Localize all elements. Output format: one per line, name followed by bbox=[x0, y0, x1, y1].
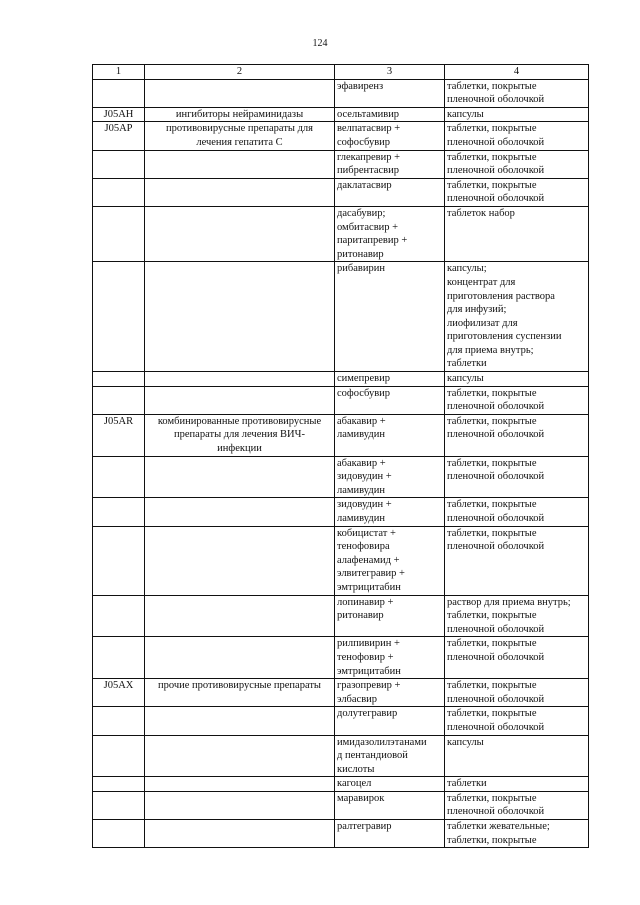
drug-name-cell: симепревир bbox=[335, 372, 445, 387]
column-header-1: 1 bbox=[93, 65, 145, 80]
page-number: 124 bbox=[312, 38, 328, 49]
drug-name-cell: дасабувир; омбитасвир + паритапревир + ритонавир bbox=[335, 206, 445, 261]
atc-code-cell bbox=[93, 150, 145, 178]
pharmacological-group-cell bbox=[145, 150, 335, 178]
pharmacological-group-cell bbox=[145, 526, 335, 595]
atc-code-cell bbox=[93, 791, 145, 819]
drug-name-cell: абакавир + ламивудин bbox=[335, 414, 445, 456]
atc-code-cell bbox=[93, 595, 145, 637]
pharmacological-group-cell bbox=[145, 206, 335, 261]
dosage-form-cell: раствор для приема внутрь; таблетки, покрытые пленочной оболочкой bbox=[445, 595, 589, 637]
drug-name-cell: эфавиренз bbox=[335, 79, 445, 107]
pharmacological-group-cell: прочие противовирусные препараты bbox=[145, 679, 335, 707]
atc-code-cell bbox=[93, 79, 145, 107]
table-row bbox=[93, 456, 589, 498]
dosage-form-cell: таблетки, покрытые пленочной оболочкой bbox=[445, 498, 589, 526]
pharmacological-group-cell: ингибиторы нейраминидазы bbox=[145, 107, 335, 122]
pharmacological-group-cell bbox=[145, 456, 335, 498]
pharmacological-group-cell bbox=[145, 820, 335, 848]
drug-name-cell: зидовудин + ламивудин bbox=[335, 498, 445, 526]
dosage-form-cell: таблетки, покрытые пленочной оболочкой bbox=[445, 679, 589, 707]
table-row bbox=[93, 707, 589, 735]
pharmacological-group-cell bbox=[145, 498, 335, 526]
drug-table bbox=[92, 64, 589, 848]
pharmacological-group-cell: противовирусные препараты для лечения гепатита С bbox=[145, 122, 335, 150]
drug-name-cell: маравирок bbox=[335, 791, 445, 819]
atc-code-cell: J05AR bbox=[93, 414, 145, 456]
drug-name-cell: рилпивирин + тенофовир + эмтрицитабин bbox=[335, 637, 445, 679]
atc-code-cell bbox=[93, 820, 145, 848]
dosage-form-cell: таблетки, покрытые пленочной оболочкой bbox=[445, 637, 589, 679]
atc-code-cell bbox=[93, 707, 145, 735]
table-row bbox=[93, 679, 589, 707]
table-row bbox=[93, 122, 589, 150]
table-row bbox=[93, 79, 589, 107]
dosage-form-cell: таблетки, покрытые пленочной оболочкой bbox=[445, 791, 589, 819]
drug-name-cell: софосбувир bbox=[335, 386, 445, 414]
atc-code-cell bbox=[93, 206, 145, 261]
dosage-form-cell: капсулы; концентрат для приготовления раствора для инфузий; лиофилизат для приготовления суспензии для приема внутрь; таблетки bbox=[445, 262, 589, 372]
atc-code-cell bbox=[93, 456, 145, 498]
drug-name-cell: ралтегравир bbox=[335, 820, 445, 848]
table-row bbox=[93, 178, 589, 206]
table-row bbox=[93, 637, 589, 679]
dosage-form-cell: капсулы bbox=[445, 372, 589, 387]
drug-name-cell: имидазолилэтанами д пентандиовой кислоты bbox=[335, 735, 445, 777]
pharmacological-group-cell bbox=[145, 386, 335, 414]
dosage-form-cell: таблетки bbox=[445, 777, 589, 792]
dosage-form-cell: таблетки, покрытые пленочной оболочкой bbox=[445, 178, 589, 206]
table-row bbox=[93, 206, 589, 261]
table-row bbox=[93, 107, 589, 122]
dosage-form-cell: таблеток набор bbox=[445, 206, 589, 261]
dosage-form-cell: капсулы bbox=[445, 107, 589, 122]
pharmacological-group-cell bbox=[145, 262, 335, 372]
pharmacological-group-cell: комбинированные противовирусные препараты для лечения ВИЧ- инфекции bbox=[145, 414, 335, 456]
dosage-form-cell: таблетки, покрытые пленочной оболочкой bbox=[445, 707, 589, 735]
drug-name-cell: абакавир + зидовудин + ламивудин bbox=[335, 456, 445, 498]
drug-name-cell: кагоцел bbox=[335, 777, 445, 792]
drug-name-cell: кобицистат + тенофовира алафенамид + элвитегравир + эмтрицитабин bbox=[335, 526, 445, 595]
dosage-form-cell: таблетки, покрытые пленочной оболочкой bbox=[445, 79, 589, 107]
pharmacological-group-cell bbox=[145, 735, 335, 777]
atc-code-cell bbox=[93, 777, 145, 792]
pharmacological-group-cell bbox=[145, 637, 335, 679]
table-row bbox=[93, 595, 589, 637]
drug-name-cell: даклатасвир bbox=[335, 178, 445, 206]
table-row bbox=[93, 386, 589, 414]
pharmacological-group-cell bbox=[145, 79, 335, 107]
dosage-form-cell: таблетки, покрытые пленочной оболочкой bbox=[445, 122, 589, 150]
table-row bbox=[93, 735, 589, 777]
dosage-form-cell: капсулы bbox=[445, 735, 589, 777]
drug-name-cell: велпатасвир + софосбувир bbox=[335, 122, 445, 150]
atc-code-cell bbox=[93, 372, 145, 387]
drug-name-cell: рибавирин bbox=[335, 262, 445, 372]
pharmacological-group-cell bbox=[145, 707, 335, 735]
table-row bbox=[93, 372, 589, 387]
atc-code-cell bbox=[93, 178, 145, 206]
pharmacological-group-cell bbox=[145, 595, 335, 637]
table-header-row bbox=[93, 65, 589, 80]
pharmacological-group-cell bbox=[145, 791, 335, 819]
drug-name-cell: долутегравир bbox=[335, 707, 445, 735]
column-header-3: 3 bbox=[335, 65, 445, 80]
atc-code-cell bbox=[93, 637, 145, 679]
dosage-form-cell: таблетки, покрытые пленочной оболочкой bbox=[445, 386, 589, 414]
table-row bbox=[93, 526, 589, 595]
drug-name-cell: гразопревир + элбасвир bbox=[335, 679, 445, 707]
pharmacological-group-cell bbox=[145, 178, 335, 206]
atc-code-cell bbox=[93, 498, 145, 526]
column-header-2: 2 bbox=[145, 65, 335, 80]
table-row bbox=[93, 498, 589, 526]
drug-name-cell: осельтамивир bbox=[335, 107, 445, 122]
dosage-form-cell: таблетки жевательные; таблетки, покрытые bbox=[445, 820, 589, 848]
table-row bbox=[93, 262, 589, 372]
column-header-4: 4 bbox=[445, 65, 589, 80]
atc-code-cell bbox=[93, 262, 145, 372]
dosage-form-cell: таблетки, покрытые пленочной оболочкой bbox=[445, 456, 589, 498]
table-row bbox=[93, 820, 589, 848]
table-row bbox=[93, 777, 589, 792]
table-row bbox=[93, 791, 589, 819]
drug-name-cell: лопинавир + ритонавир bbox=[335, 595, 445, 637]
atc-code-cell bbox=[93, 735, 145, 777]
pharmacological-group-cell bbox=[145, 372, 335, 387]
atc-code-cell: J05AH bbox=[93, 107, 145, 122]
table-row bbox=[93, 150, 589, 178]
table-row bbox=[93, 414, 589, 456]
pharmacological-group-cell bbox=[145, 777, 335, 792]
dosage-form-cell: таблетки, покрытые пленочной оболочкой bbox=[445, 526, 589, 595]
dosage-form-cell: таблетки, покрытые пленочной оболочкой bbox=[445, 414, 589, 456]
atc-code-cell: J05AX bbox=[93, 679, 145, 707]
drug-name-cell: глекапревир + пибрентасвир bbox=[335, 150, 445, 178]
dosage-form-cell: таблетки, покрытые пленочной оболочкой bbox=[445, 150, 589, 178]
atc-code-cell bbox=[93, 386, 145, 414]
atc-code-cell: J05AP bbox=[93, 122, 145, 150]
atc-code-cell bbox=[93, 526, 145, 595]
